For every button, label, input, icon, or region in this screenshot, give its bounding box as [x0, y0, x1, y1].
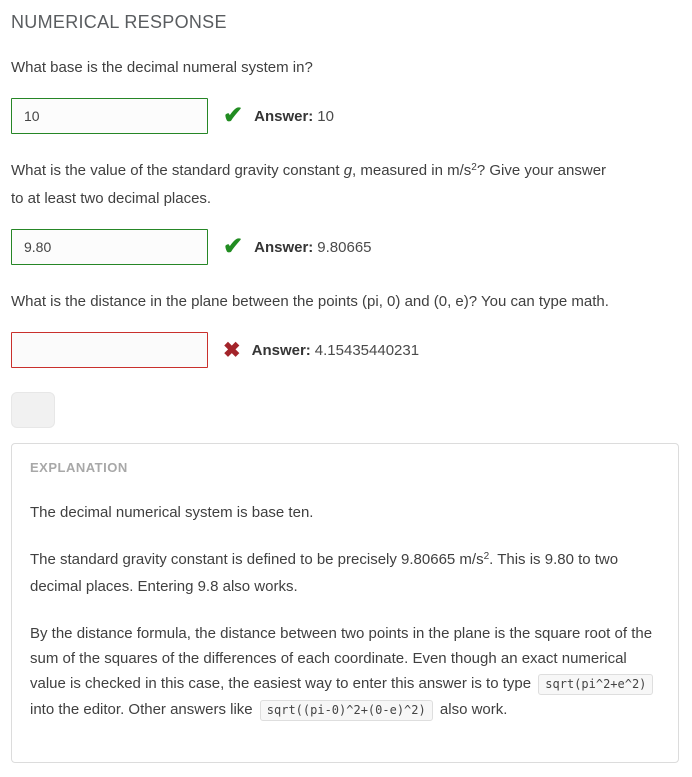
answer-value: 4.15435440231: [314, 341, 420, 359]
correct-check-icon: ✔: [223, 102, 244, 129]
question-1-input[interactable]: [11, 98, 208, 134]
answer-value: 10: [317, 107, 334, 125]
explanation-paragraph-3: By the distance formula, the distance between two points in the plane is the square root of the sum of the squares of the differences of each coordinate. Even though an exact numerical value is checked in this case, the easiest way to enter this answer is to type sqrt(pi^2+e^2) into the editor. Other answers like sqrt((pi-0)^2+(0-e)^2) also work.: [30, 621, 660, 723]
question-2-input[interactable]: [11, 229, 208, 265]
question-2-answer-row: [11, 229, 679, 265]
answer-label: Answer:: [251, 341, 311, 359]
math-preview-box: [11, 392, 55, 428]
question-1-answer-text: [254, 108, 334, 125]
question-1: [11, 55, 679, 134]
explanation-panel: [11, 443, 679, 763]
correct-check-icon: ✔: [223, 233, 244, 260]
question-1-prompt: What base is the decimal numeral system in?: [11, 59, 313, 76]
question-3-answer-text: [252, 342, 419, 359]
explanation-paragraph-2: The standard gravity constant is defined to be precisely 9.80665 $m/s^2$. This is 9.80 to two decimal places. Entering 9.8 also works.: [30, 551, 619, 595]
answer-label: Answer:: [254, 107, 314, 125]
question-2-answer-text: [254, 239, 371, 256]
incorrect-x-icon: ✖: [223, 338, 241, 362]
page-title: NUMERICAL RESPONSE: [11, 12, 227, 32]
question-3: [11, 289, 679, 428]
explanation-paragraph-1: The decimal numerical system is base ten.: [30, 504, 314, 521]
question-3-prompt: What is the distance in the plane between the points (pi, 0) and (0, e)? You can type math.: [11, 293, 609, 310]
question-3-answer-row: [11, 332, 679, 368]
question-2-prompt: What is the value of the standard gravity constant g, measured in $m/s^2$? Give your answer to at least two decimal places.: [11, 162, 607, 207]
question-2: [11, 158, 679, 265]
explanation-heading: EXPLANATION: [30, 460, 128, 475]
answer-value: 9.80665: [317, 238, 372, 256]
question-3-input[interactable]: [11, 332, 208, 368]
question-1-answer-row: [11, 98, 679, 134]
answer-label: Answer:: [254, 238, 314, 256]
